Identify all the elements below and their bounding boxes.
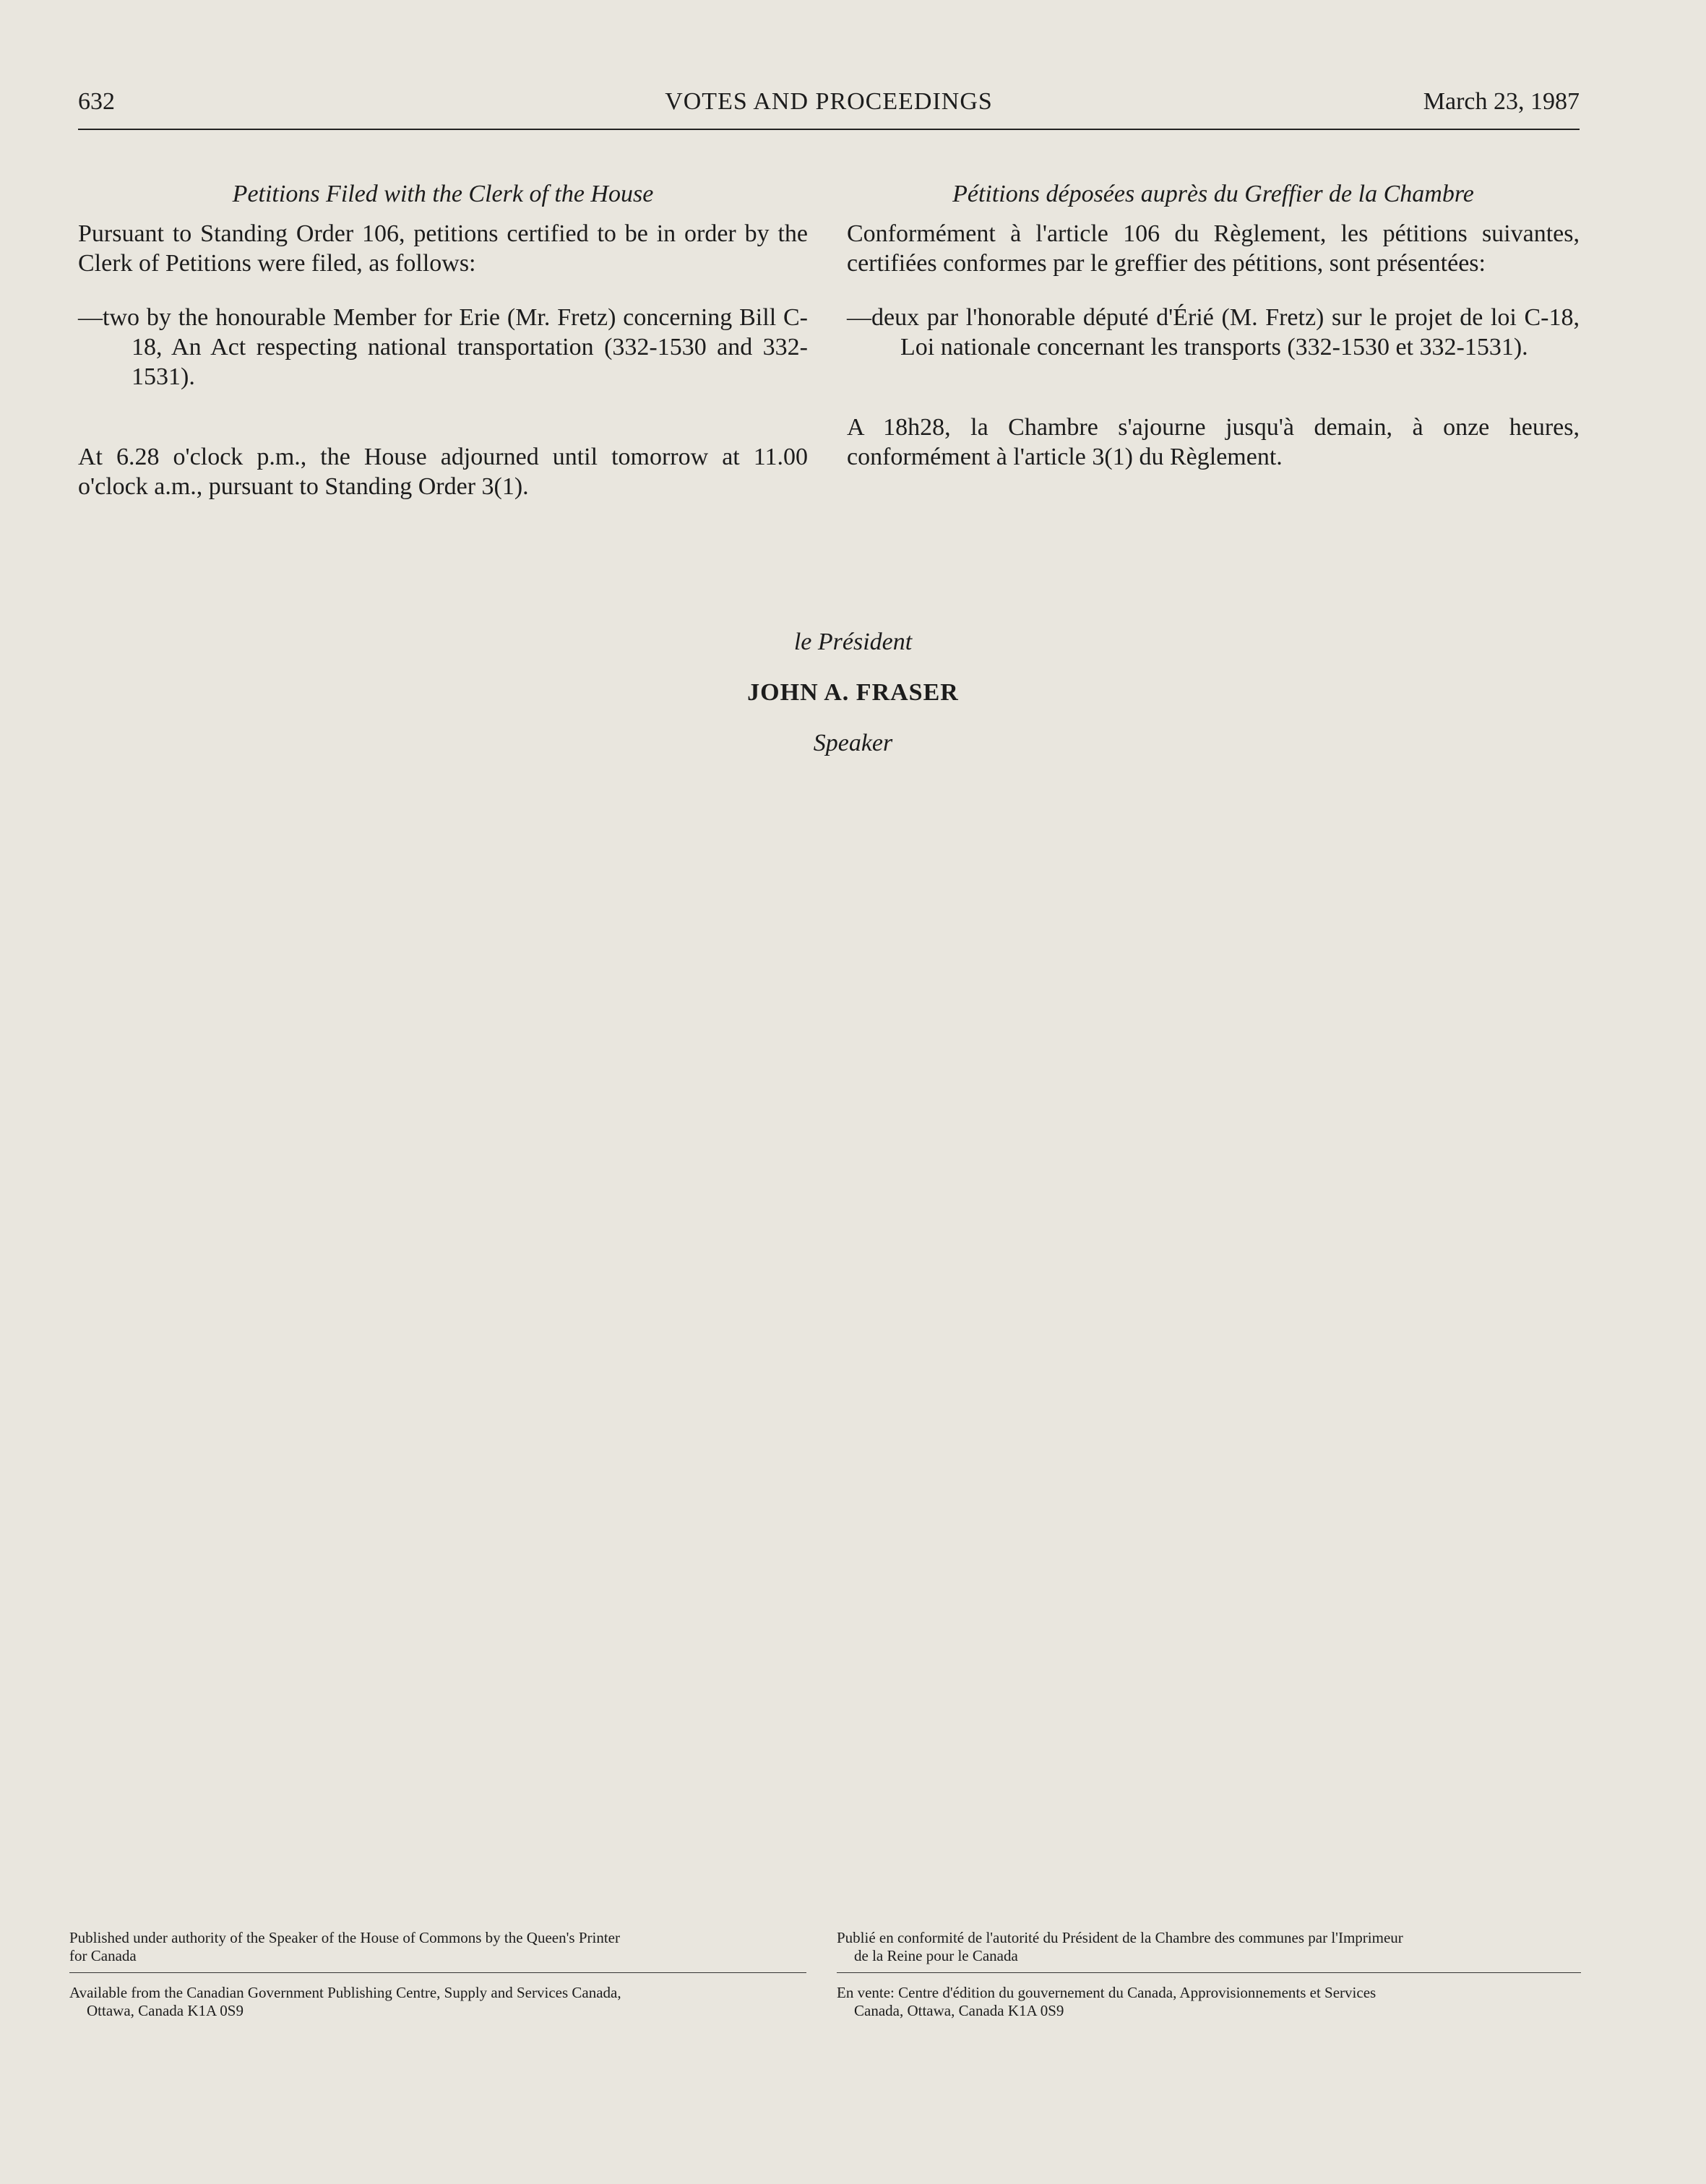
english-heading: Petitions Filed with the Clerk of the House: [232, 181, 654, 207]
spacer: [78, 392, 808, 442]
footer-en-published: [69, 1929, 806, 1965]
footer-fr-published-line-1: Publié en conformité de l'autorité du Président de la Chambre des communes par l'Imprimeur: [837, 1929, 1403, 1946]
footer-fr-published-line-2: de la Reine pour le Canada: [854, 1947, 1018, 1964]
footer-en-available-line-1: Available from the Canadian Government Publishing Centre, Supply and Services Canada,: [69, 1984, 621, 2001]
signature-name: JOHN A. FRASER: [747, 679, 959, 706]
footer-fr-available: [837, 1984, 1581, 2020]
signature-title-en: Speaker: [813, 730, 893, 756]
footer-en-divider: [69, 1972, 806, 1973]
english-intro: Pursuant to Standing Order 106, petitions certified to be in order by the Clerk of Petitions were filed, as follows:: [78, 220, 808, 277]
footer-fr-published: [837, 1929, 1581, 1965]
english-petition-item: —two by the honourable Member for Erie (Mr. Fretz) concerning Bill C-18, An Act respecting national transportation (332-1530 and 332-1531).: [78, 304, 808, 390]
page-number: 632: [78, 88, 115, 115]
french-petition-item: —deux par l'honorable député d'Érié (M. Fretz) sur le projet de loi C-18, Loi nationale concernant les transports (332-1530 et 332-1531).: [847, 304, 1580, 361]
page-date: March 23, 1987: [1423, 88, 1580, 115]
journal-title: VOTES AND PROCEEDINGS: [665, 88, 993, 115]
page-header: [78, 85, 1580, 130]
french-heading: Pétitions déposées auprès du Greffier de la Chambre: [952, 181, 1474, 207]
footer-fr-available-line-2: Canada, Ottawa, Canada K1A 0S9: [854, 2002, 1064, 2019]
english-column: [78, 179, 808, 501]
french-intro: Conformément à l'article 106 du Règlement, les pétitions suivantes, certifiées conformes par le greffier des pétitions, sont présentées:: [847, 220, 1580, 277]
english-adjournment: At 6.28 o'clock p.m., the House adjourned until tomorrow at 11.00 o'clock a.m., pursuant to Standing Order 3(1).: [78, 444, 808, 500]
spacer: [847, 362, 1580, 413]
french-column: [847, 179, 1580, 472]
footer-fr-available-line-1: En vente: Centre d'édition du gouvernement du Canada, Approvisionnements et Services: [837, 1984, 1377, 2001]
footer-fr-divider: [837, 1972, 1581, 1973]
signature-title-fr: le Président: [793, 629, 913, 655]
french-adjournment: A 18h28, la Chambre s'ajourne jusqu'à demain, à onze heures, conformément à l'article 3(1) du Règlement.: [847, 414, 1580, 470]
footer-en-published-line-1: Published under authority of the Speaker of the House of Commons by the Queen's Printer: [69, 1929, 620, 1946]
footer-en-available-line-2: Ottawa, Canada K1A 0S9: [87, 2002, 244, 2019]
footer-en-published-line-2: for Canada: [69, 1947, 137, 1964]
footer-en-available: [69, 1984, 806, 2020]
